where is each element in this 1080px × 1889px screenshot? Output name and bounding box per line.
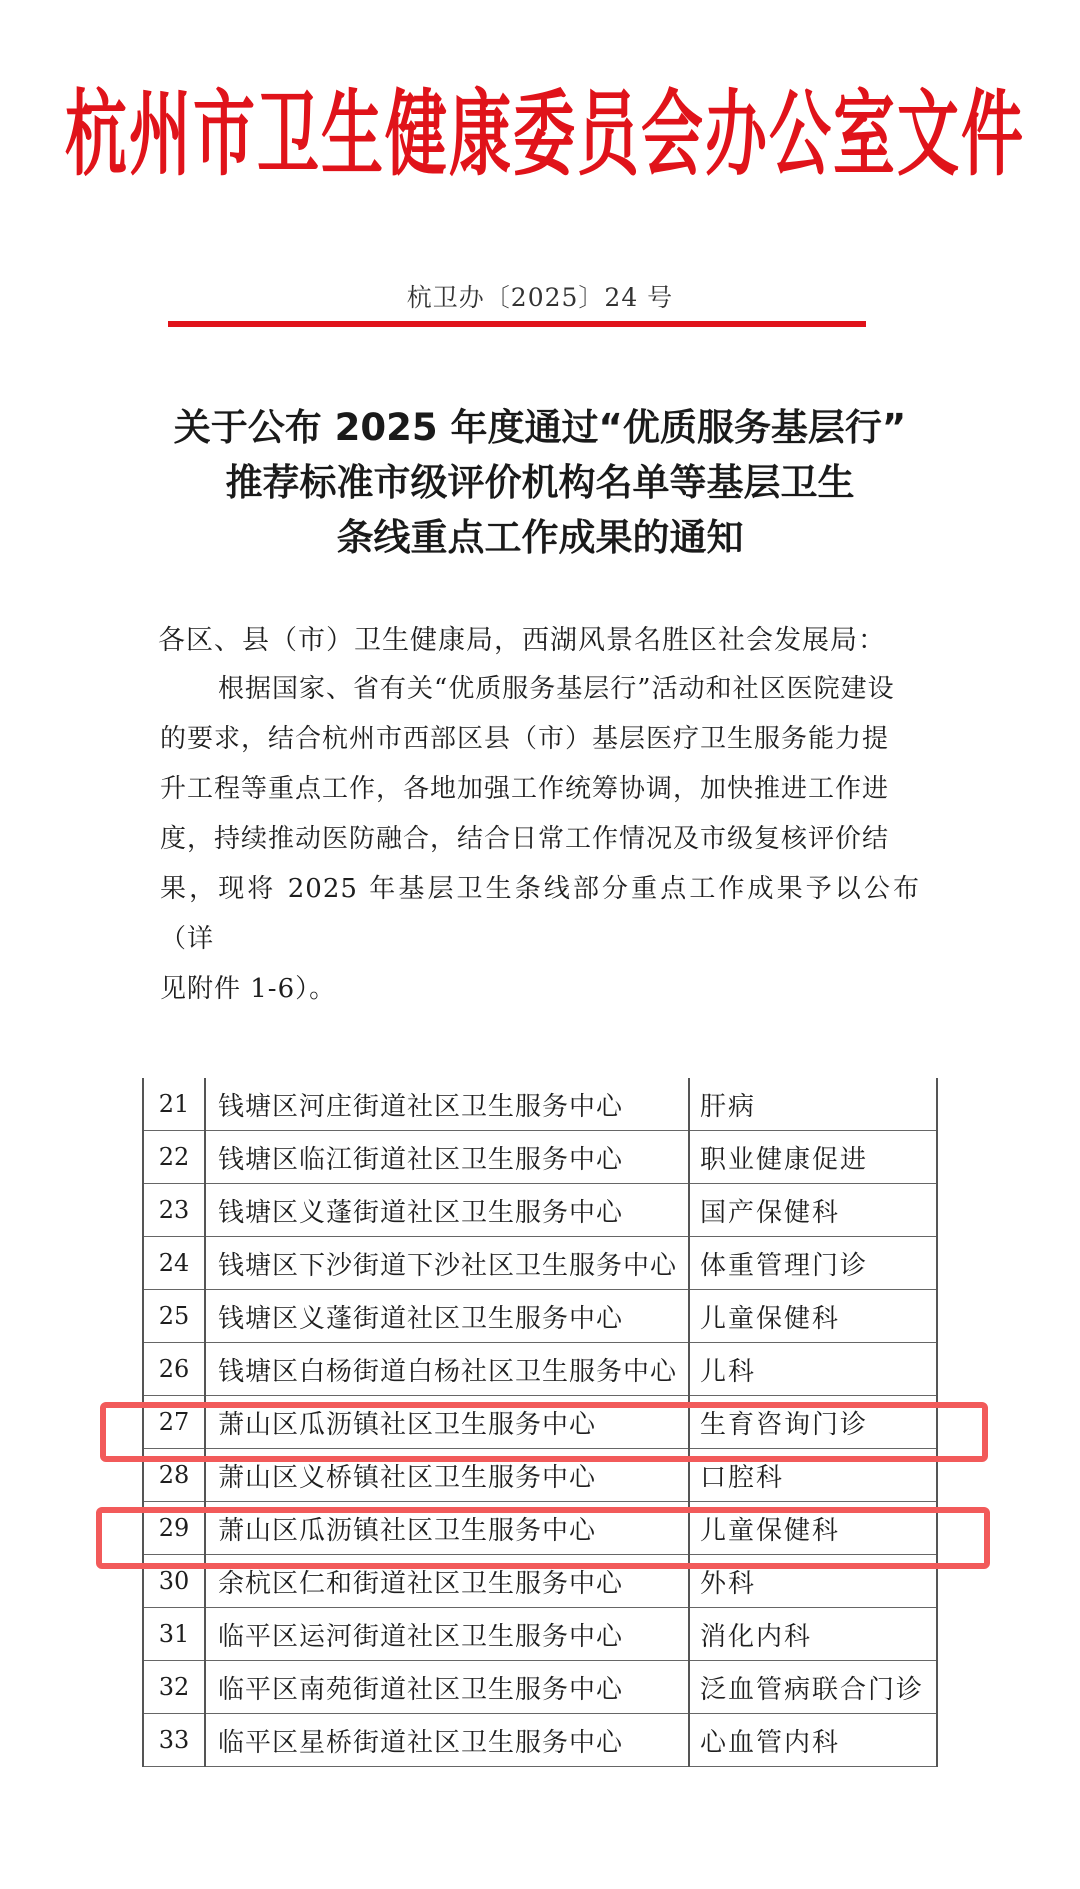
institution-name: 萧山区义桥镇社区卫生服务中心 — [205, 1449, 689, 1502]
department-name: 国产保健科 — [689, 1184, 937, 1237]
institution-name: 钱塘区下沙街道下沙社区卫生服务中心 — [205, 1237, 689, 1290]
institution-name: 钱塘区义蓬街道社区卫生服务中心 — [205, 1290, 689, 1343]
department-name: 泛血管病联合门诊 — [689, 1661, 937, 1714]
highlight-box-row-27 — [100, 1402, 988, 1462]
notice-title-line: 条线重点工作成果的通知 — [336, 516, 744, 559]
row-number: 31 — [143, 1608, 205, 1661]
body-line: 根据国家、省有关“优质服务基层行”活动和社区医院建设 — [218, 674, 895, 704]
institution-name: 钱塘区河庄街道社区卫生服务中心 — [205, 1078, 689, 1131]
document-masthead: 杭州市卫生健康委员会办公室文件 — [65, 78, 1026, 189]
department-name: 外科 — [689, 1555, 937, 1608]
red-divider-line — [168, 321, 866, 327]
notice-body — [160, 664, 920, 1014]
table-row — [143, 1608, 937, 1661]
body-line: 果，现将 2025 年基层卫生条线部分重点工作成果予以公布（详 — [160, 874, 920, 954]
institution-name: 临平区星桥街道社区卫生服务中心 — [205, 1714, 689, 1767]
table-row — [143, 1343, 937, 1396]
table-row — [143, 1184, 937, 1237]
addressee-line: 各区、县（市）卫生健康局，西湖风景名胜区社会发展局： — [158, 625, 886, 656]
notice-title — [100, 400, 980, 565]
institution-name: 钱塘区临江街道社区卫生服务中心 — [205, 1131, 689, 1184]
row-number: 30 — [143, 1555, 205, 1608]
department-name: 口腔科 — [689, 1449, 937, 1502]
institution-name: 钱塘区义蓬街道社区卫生服务中心 — [205, 1184, 689, 1237]
body-line: 的要求，结合杭州市西部区县（市）基层医疗卫生服务能力提 — [160, 724, 890, 754]
row-number: 33 — [143, 1714, 205, 1767]
department-name: 职业健康促进 — [689, 1131, 937, 1184]
table-row — [143, 1078, 937, 1131]
institution-name: 临平区运河街道社区卫生服务中心 — [205, 1608, 689, 1661]
department-name: 体重管理门诊 — [689, 1237, 937, 1290]
department-name: 儿童保健科 — [689, 1502, 937, 1555]
row-number: 24 — [143, 1237, 205, 1290]
row-number: 23 — [143, 1184, 205, 1237]
highlight-box-row-29 — [96, 1507, 990, 1569]
row-number: 28 — [143, 1449, 205, 1502]
table-row — [143, 1290, 937, 1343]
row-number: 29 — [143, 1502, 205, 1555]
institution-name: 钱塘区白杨街道白杨社区卫生服务中心 — [205, 1343, 689, 1396]
body-line: 见附件 1-6）。 — [160, 974, 337, 1004]
body-line: 度，持续推动医防融合，结合日常工作情况及市级复核评价结 — [160, 824, 890, 854]
row-number: 25 — [143, 1290, 205, 1343]
row-number: 22 — [143, 1131, 205, 1184]
body-line: 升工程等重点工作，各地加强工作统筹协调，加快推进工作进 — [160, 774, 890, 804]
department-name: 肝病 — [689, 1078, 937, 1131]
institution-name: 萧山区瓜沥镇社区卫生服务中心 — [205, 1396, 689, 1449]
row-number: 32 — [143, 1661, 205, 1714]
department-name: 心血管内科 — [689, 1714, 937, 1767]
institution-name: 萧山区瓜沥镇社区卫生服务中心 — [205, 1502, 689, 1555]
department-name: 儿科 — [689, 1343, 937, 1396]
department-name: 消化内科 — [689, 1608, 937, 1661]
row-number: 26 — [143, 1343, 205, 1396]
table-row — [143, 1131, 937, 1184]
row-number: 21 — [143, 1078, 205, 1131]
row-number: 27 — [143, 1396, 205, 1449]
institution-name: 临平区南苑街道社区卫生服务中心 — [205, 1661, 689, 1714]
table-row — [143, 1714, 937, 1767]
table-row — [143, 1237, 937, 1290]
notice-title-line: 关于公布 2025 年度通过“优质服务基层行” — [173, 406, 907, 449]
institution-name: 余杭区仁和街道社区卫生服务中心 — [205, 1555, 689, 1608]
department-name: 儿童保健科 — [689, 1290, 937, 1343]
department-name: 生育咨询门诊 — [689, 1396, 937, 1449]
table-row — [143, 1661, 937, 1714]
document-number: 杭卫办〔2025〕24 号 — [406, 283, 674, 312]
notice-title-line: 推荐标准市级评价机构名单等基层卫生 — [225, 461, 855, 504]
